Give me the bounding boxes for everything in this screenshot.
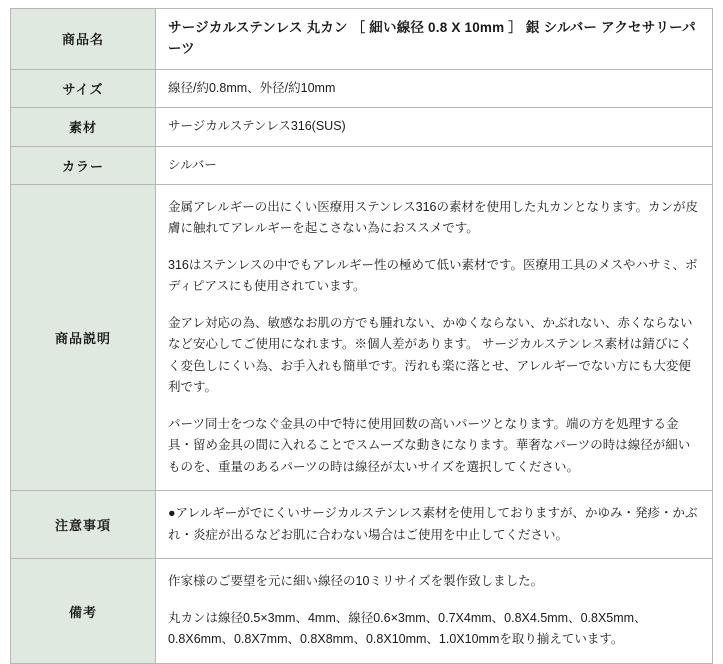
value-text: シルバー — [168, 157, 217, 172]
paragraph: 作家様のご要望を元に細い線径の10ミリサイズを製作致しました。 — [168, 574, 544, 589]
row-value — [156, 559, 713, 664]
paragraph: パーツ同士をつなぐ金具の中で特に使用回数の高いパーツとなります。端の方を処理する金具・留め金具の間に入れることでスムーズな動きになります。華奢なパーツの時は線径が細いものを、重量のあるパーツの時は線径が太いサイズを選択してください。 — [168, 416, 691, 474]
spec-table-body — [11, 9, 713, 664]
row-label: 備考 — [11, 559, 156, 664]
paragraph: 316はステンレスの中でもアレルギー性の極めて低い素材です。医療用工具のメスやハサミ、ボディピアスにも使用されています。 — [168, 257, 698, 294]
row-value — [156, 69, 713, 107]
paragraph: 金アレ対応の為、敏感なお肌の方でも腫れない、かゆくならない、かぶれない、赤くならないなど安心してご使用になれます。※個人差があります。 サージカルステンレス素材は錆びにくく変色しにくい為、お手入れも簡単です。汚れも楽に落とせ、アレルギーでない方にも大変便利です。 — [168, 315, 693, 395]
row-value — [156, 146, 713, 184]
table-row — [11, 69, 713, 107]
paragraph: 金属アレルギーの出にくい医療用ステンレス316の素材を使用した丸カンとなります。カンが皮膚に触れてアレルギーを起こさない為におススメです。 — [168, 199, 698, 236]
row-value — [156, 9, 713, 70]
table-row — [11, 146, 713, 184]
row-value — [156, 108, 713, 146]
row-label: 商品名 — [11, 9, 156, 70]
value-text: 線径/約0.8mm、外径/約10mm — [168, 80, 336, 95]
product-title: サージカルステンレス 丸カン ［ 細い線径 0.8 X 10mm ］ 銀 シルバー アクセサリーパーツ — [168, 20, 696, 56]
paragraph: ●アレルギーがでにくいサージカルステンレス素材を使用しておりますが、かゆみ・発疹・かぶれ・炎症が出るなどお肌に合わない場合はご使用を中止してください。 — [168, 506, 698, 542]
row-label: 商品説明 — [11, 184, 156, 491]
table-row — [11, 491, 713, 559]
row-label: 注意事項 — [11, 491, 156, 559]
value-text: サージカルステンレス316(SUS) — [168, 119, 346, 134]
row-value — [156, 184, 713, 491]
row-label: サイズ — [11, 69, 156, 107]
table-row — [11, 108, 713, 146]
product-spec-table — [10, 8, 713, 664]
table-row — [11, 9, 713, 70]
row-label: カラー — [11, 146, 156, 184]
row-value — [156, 491, 713, 559]
table-row — [11, 184, 713, 491]
row-label: 素材 — [11, 108, 156, 146]
paragraph: 丸カンは線径0.5×3mm、4mm、線径0.6×3mm、0.7X4mm、0.8X4.5mm、0.8X5mm、0.8X6mm、0.8X7mm、0.8X8mm、0.8X10mm、1.0X10mmを取り揃えています。 — [168, 610, 647, 647]
table-row — [11, 559, 713, 664]
